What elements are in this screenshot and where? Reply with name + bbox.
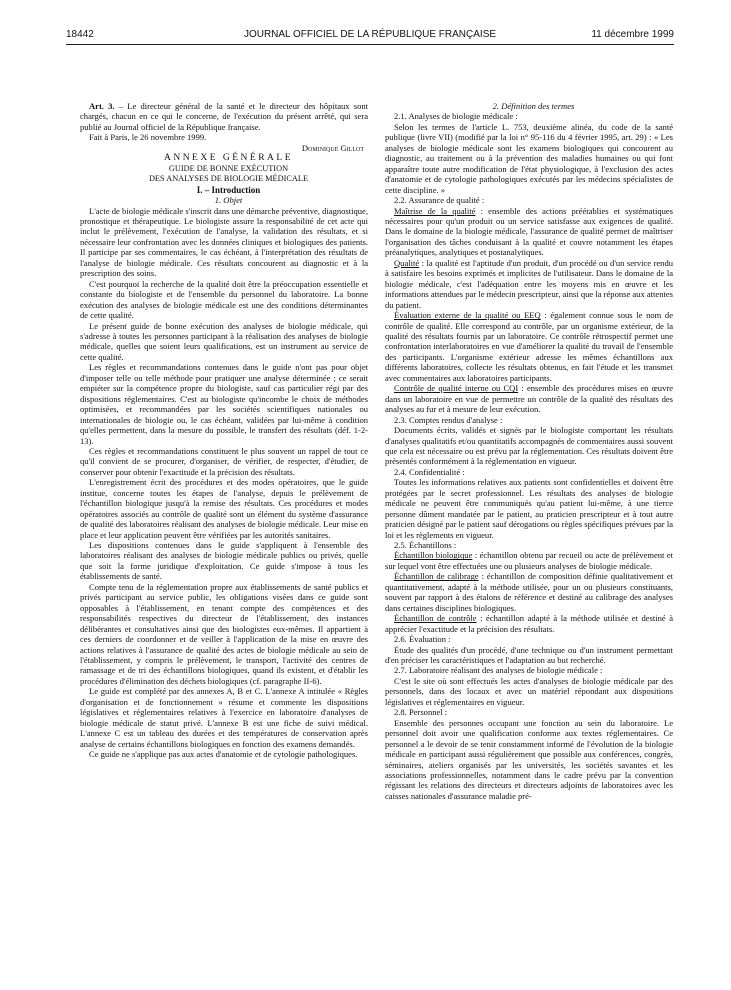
definition-text: Étude des qualités d'un procédé, d'une technique ou d'un instrument permettant d'en préciser les caractéristiques et l'adaptation au but recherché. xyxy=(385,644,673,666)
annexe-title: ANNEXE GÉNÉRALE xyxy=(163,153,294,164)
definition-text xyxy=(385,571,673,613)
definition-heading: 2.6. Évaluation : xyxy=(394,634,451,645)
definition-text: Documents écrits, validés et signés par le biologiste comportant les résultats d'analyses qualitatifs et/ou quantitatifs accompagnés de commentaires aussi souvent que cela est nécessaire ou est prévu par la réglementation. Ces résultats doivent être présentés conformément à la réglementation en vigueur. xyxy=(385,425,673,467)
section-1-title: I. – Introduction xyxy=(196,184,261,195)
term-definition: : la qualité est l'aptitude d'un produit, d'un procédé ou d'un service rendu à satisfaire les besoins exprimés et implicites de l'utilisateur. Dans le domaine de la biologie médicale, c'est l'adéquation entre les moyens mis en œuvre et les informations attendues par le médecin prescripteur, ainsi que la réponse aux attentes du patient. xyxy=(385,257,673,310)
term-definition: : ensemble des actions préétablies et systématiques nécessaires pour qu'un produit ou un service satisfasse aux exigences de qualité. Dans le domaine de la biologie médicale, l'assurance de qualité permet de maîtriser l'organisation des tâches conduisant à la qualité et couvre notamment les étapes préanalytiques, analytiques et postanalytiques. xyxy=(385,205,673,258)
paragraph: Ces règles et recommandations constituent le plus souvent un rappel de tout ce qu'il convient de se procurer, d'organiser, de vérifier, de respecter, d'étudier, de conserver pour obtenir l'exactitude et la précision des résultats. xyxy=(80,445,368,477)
term: Échantillon de contrôle xyxy=(394,613,477,624)
paragraph: C'est pourquoi la recherche de la qualité doit être la préoccupation essentielle et constante du biologiste et de l'ensemble du personnel du laboratoire. La bonne exécution des analyses de biologie médicale est une des conditions déterminantes de cette qualité. xyxy=(80,278,368,321)
term: Qualité xyxy=(394,257,420,268)
term-definition: : ensemble des procédures mises en œuvre dans un laboratoire en vue de permettre un contrôle de la qualité des résultats des analyses au fur et à mesure de leur exécution. xyxy=(385,383,673,415)
definition-text: Ensemble des personnes occupant une fonction au sein du laboratoire. Le personnel doit avoir une qualification conforme aux textes réglementaires. Ce personnel a le devoir de se tenir constamment informé de l'évolution de la biologie médicale en participant aussi régulièrement que possible aux conférences, congrès, séminaires, ateliers organisés par les universités, les sociétés savantes et les associations professionnelles, notamment dans le cadre prévu par la convention régissant les relations des directeurs et directeurs adjoints de laboratoires avec les caisses nationales d'assurance maladie pré- xyxy=(385,717,673,801)
definition-text: C'est le site où sont effectués les actes d'analyses de biologie médicale par des personnels, dans des locaux et avec un matériel répondant aux dispositions législatives et réglementaires en vigueur. xyxy=(385,675,673,707)
right-column xyxy=(385,101,673,959)
objet-title: 1. Objet xyxy=(214,195,243,206)
journal-title: JOURNAL OFFICIEL DE LA RÉPUBLIQUE FRANÇAISE xyxy=(243,29,497,40)
paragraph: Compte tenu de la réglementation propre aux établissements de santé publics et privés participant au service public, les obligations visées dans ce guide sont opposables à l'établissement, en tenant compte des compétences et des responsabilités respectives du directeur de l'établissement, des instances délibérantes et consultatives ainsi que des biologistes eux-mêmes. Il appartient à ces derniers de coordonner et de veiller à l'application de la mise en œuvre des actions relatives à l'assurance de qualité des actes de biologie médicale au sein de l'établissement, y compris le prélèvement, le transport, l'activité des centres de ramassage et de tri des échantillons biologiques, quand ils existent, et d'établir les procédures d'élimination des déchets biologiques (cf. paragraphe II-6). xyxy=(80,581,368,686)
definition-text xyxy=(385,310,673,383)
paragraph: L'acte de biologie médicale s'inscrit dans une démarche préventive, diagnostique, pronostique et thérapeutique. Le biologiste assure la responsabilité de cet acte qui inclut le prélèvement, l'exécution de l'analyse, la validation des résultats, et si nécessaire leur confrontation avec les données cliniques et biologiques des patients. Il participe par ses commentaires, le cas échéant, à l'interprétation des résultats de l'analyse de biologie médicale. Ces résultats concourent au diagnostic et à la prescription des soins. xyxy=(80,205,368,279)
article-text: – Le directeur général de la santé et le directeur des hôpitaux sont chargés, chacun en ce qui le concerne, de l'exécution du présent arrêté, qui sera publié au Journal officiel de la République française. xyxy=(80,101,368,132)
signature: Dominique Gillot xyxy=(301,142,364,153)
definition-text: Toutes les informations relatives aux patients sont confidentielles et doivent être protégées par le secret professionnel. Les résultats des analyses de biologie médicale ne peuvent être communiqués qu'au patient lui-même, à une tierce personne dûment mandatée par le patient, au praticien prescripteur et à tout autre praticien désigné par le patient sauf dérogations ou règles spécifiques prévues par la loi et les règlements en vigueur. xyxy=(385,477,673,540)
paragraph: Les dispositions contenues dans le guide s'appliquent à l'ensemble des laboratoires réalisant des analyses de biologie médicale publics ou privés, quelle que soit la forme juridique d'exploitation. Ce guide s'impose à tous les établissements de santé. xyxy=(80,540,368,582)
guide-title-line-2: DES ANALYSES DE BIOLOGIE MÉDICALE xyxy=(148,174,309,184)
term-definition: : également connue sous le nom de contrôle de qualité. Elle correspond au contrôle, par un organisme extérieur, de la qualité des résultats fournis par un laboratoire. Ce contrôle rétrospectif permet une confrontation interlaboratoires en vue d'améliorer la qualité du travail de l'ensemble des participants. L'organisme extérieur adresse les mêmes échantillons aux différents laboratoires, collecte les résultats obtenus, en fait l'étude et les transmet avec commentaires aux laboratoires participants. xyxy=(385,310,673,383)
term-definition: : échantillon obtenu par recueil ou acte de prélèvement et sur lequel vont être effectuées une ou plusieurs analyses de biologie médicale. xyxy=(385,550,673,571)
term: Évaluation externe de la qualité ou EEQ xyxy=(394,310,541,321)
definition-heading: 2.5. Échantillons : xyxy=(394,540,457,551)
definition-heading: 2.1. Analyses de biologie médicale : xyxy=(394,111,518,122)
header-rule xyxy=(66,44,674,45)
definition-heading: 2.2. Assurance de qualité : xyxy=(394,195,485,206)
term-definition: : échantillon de composition définie qualitativement et quantitativement, adapté à la méthode utilisée, pour un ou plusieurs constituants, souvent par rapport à des étalons de référence et destiné au calibrage des analyses dans certaines disciplines biologiques. xyxy=(385,571,673,613)
guide-title-line-1: GUIDE DE BONNE EXÉCUTION xyxy=(168,163,289,173)
term: Échantillon de calibrage xyxy=(394,571,479,582)
fait-a-paris: Fait à Paris, le 26 novembre 1999. xyxy=(89,132,207,143)
article-label: Art. 3. xyxy=(89,101,115,111)
left-column xyxy=(80,101,368,959)
running-header xyxy=(66,28,674,42)
definition-text: Selon les termes de l'article L. 753, deuxième alinéa, du code de la santé publique (livre VII) (modifié par la loi n° 95-116 du 4 février 1995, art. 29) : « Les analyses de biologie médicale sont les examens biologiques qui concourent au diagnostic, au traitement ou à la prévention des maladies humaines ou qui font apparaître toute autre modification de l'état physiologique, à l'exclusion des actes d'anatomie et de cytologie pathologiques exécutés par les médecins spécialistes de cette discipline. » xyxy=(385,121,673,195)
term: Échantillon biologique xyxy=(394,550,473,561)
definition-text xyxy=(385,550,673,571)
section-2-title: 2. Définition des termes xyxy=(492,101,575,111)
definition-text xyxy=(385,613,673,634)
paragraph: Les règles et recommandations contenues dans le guide n'ont pas pour objet d'imposer telle ou telle méthode pour pratiquer une analyse déterminée ; ce serait empiéter sur la compétence propre du biologiste, sauf cas particulier régi par des dispositions réglementaires. C'est au biologiste qu'incombe le choix de méthodes optimisées, et recommandées par les sociétés scientifiques nationales ou internationales de biologie ou, le cas échéant, validées par lui-même à condition qu'elles permettent, dans la mesure du possible, le transfert des résultats (déf. 1-2-13). xyxy=(80,362,368,446)
definition-text xyxy=(385,383,673,414)
definition-heading: 2.4. Confidentialité : xyxy=(394,466,465,477)
paragraph: Le guide est complété par des annexes A, B et C. L'annexe A intitulée « Règles d'organisation et de fonctionnement » résume et commente les dispositions législatives et réglementaires relatives à l'exercice en laboratoire d'analyses de biologie médicale de statut privé. L'annexe B est une fiche de suivi médical. L'annexe C est un tableau des durées et des températures de conservation après analyse de certains échantillons biologiques en fonction des examens demandés. xyxy=(80,686,368,749)
definition-text xyxy=(385,258,673,310)
term: Maîtrise de la qualité xyxy=(394,205,476,216)
paragraph: Le présent guide de bonne exécution des analyses de biologie médicale, qui s'adresse à toutes les personnes participant à la réalisation des analyses de biologie médicale, quelles que soient leurs qualifications, est un instrument au service de cette qualité. xyxy=(80,320,368,362)
definition-heading: 2.7. Laboratoire réalisant des analyses de biologie médicale : xyxy=(394,665,603,676)
article-3 xyxy=(80,101,368,132)
issue-date: 11 décembre 1999 xyxy=(591,29,674,40)
page-number: 18442 xyxy=(66,29,94,40)
paragraph: L'enregistrement écrit des procédures et des modes opératoires, que le guide institue, concerne toutes les étapes de l'analyse, depuis le prélèvement de l'échantillon biologique jusqu'à la remise des résultats. Ces procédures et modes opératoires associés au contrôle de qualité sont un élément du système d'assurance de qualité des laboratoires réalisant des analyses de biologie médicale. Leur mise en place et leur application peuvent être vérifiées par les autorités sanitaires. xyxy=(80,477,368,540)
term-definition: : échantillon adapté à la méthode utilisée et destiné à apprécier l'exactitude et la précision des résultats. xyxy=(385,613,673,634)
term: Contrôle de qualité interne ou CQI xyxy=(394,383,519,394)
definition-heading: 2.3. Comptes rendus d'analyse : xyxy=(394,414,503,425)
paragraph: Ce guide ne s'applique pas aux actes d'anatomie et de cytologie pathologiques. xyxy=(89,749,358,760)
definition-heading: 2.8. Personnel : xyxy=(394,707,448,718)
definition-text xyxy=(385,206,673,258)
